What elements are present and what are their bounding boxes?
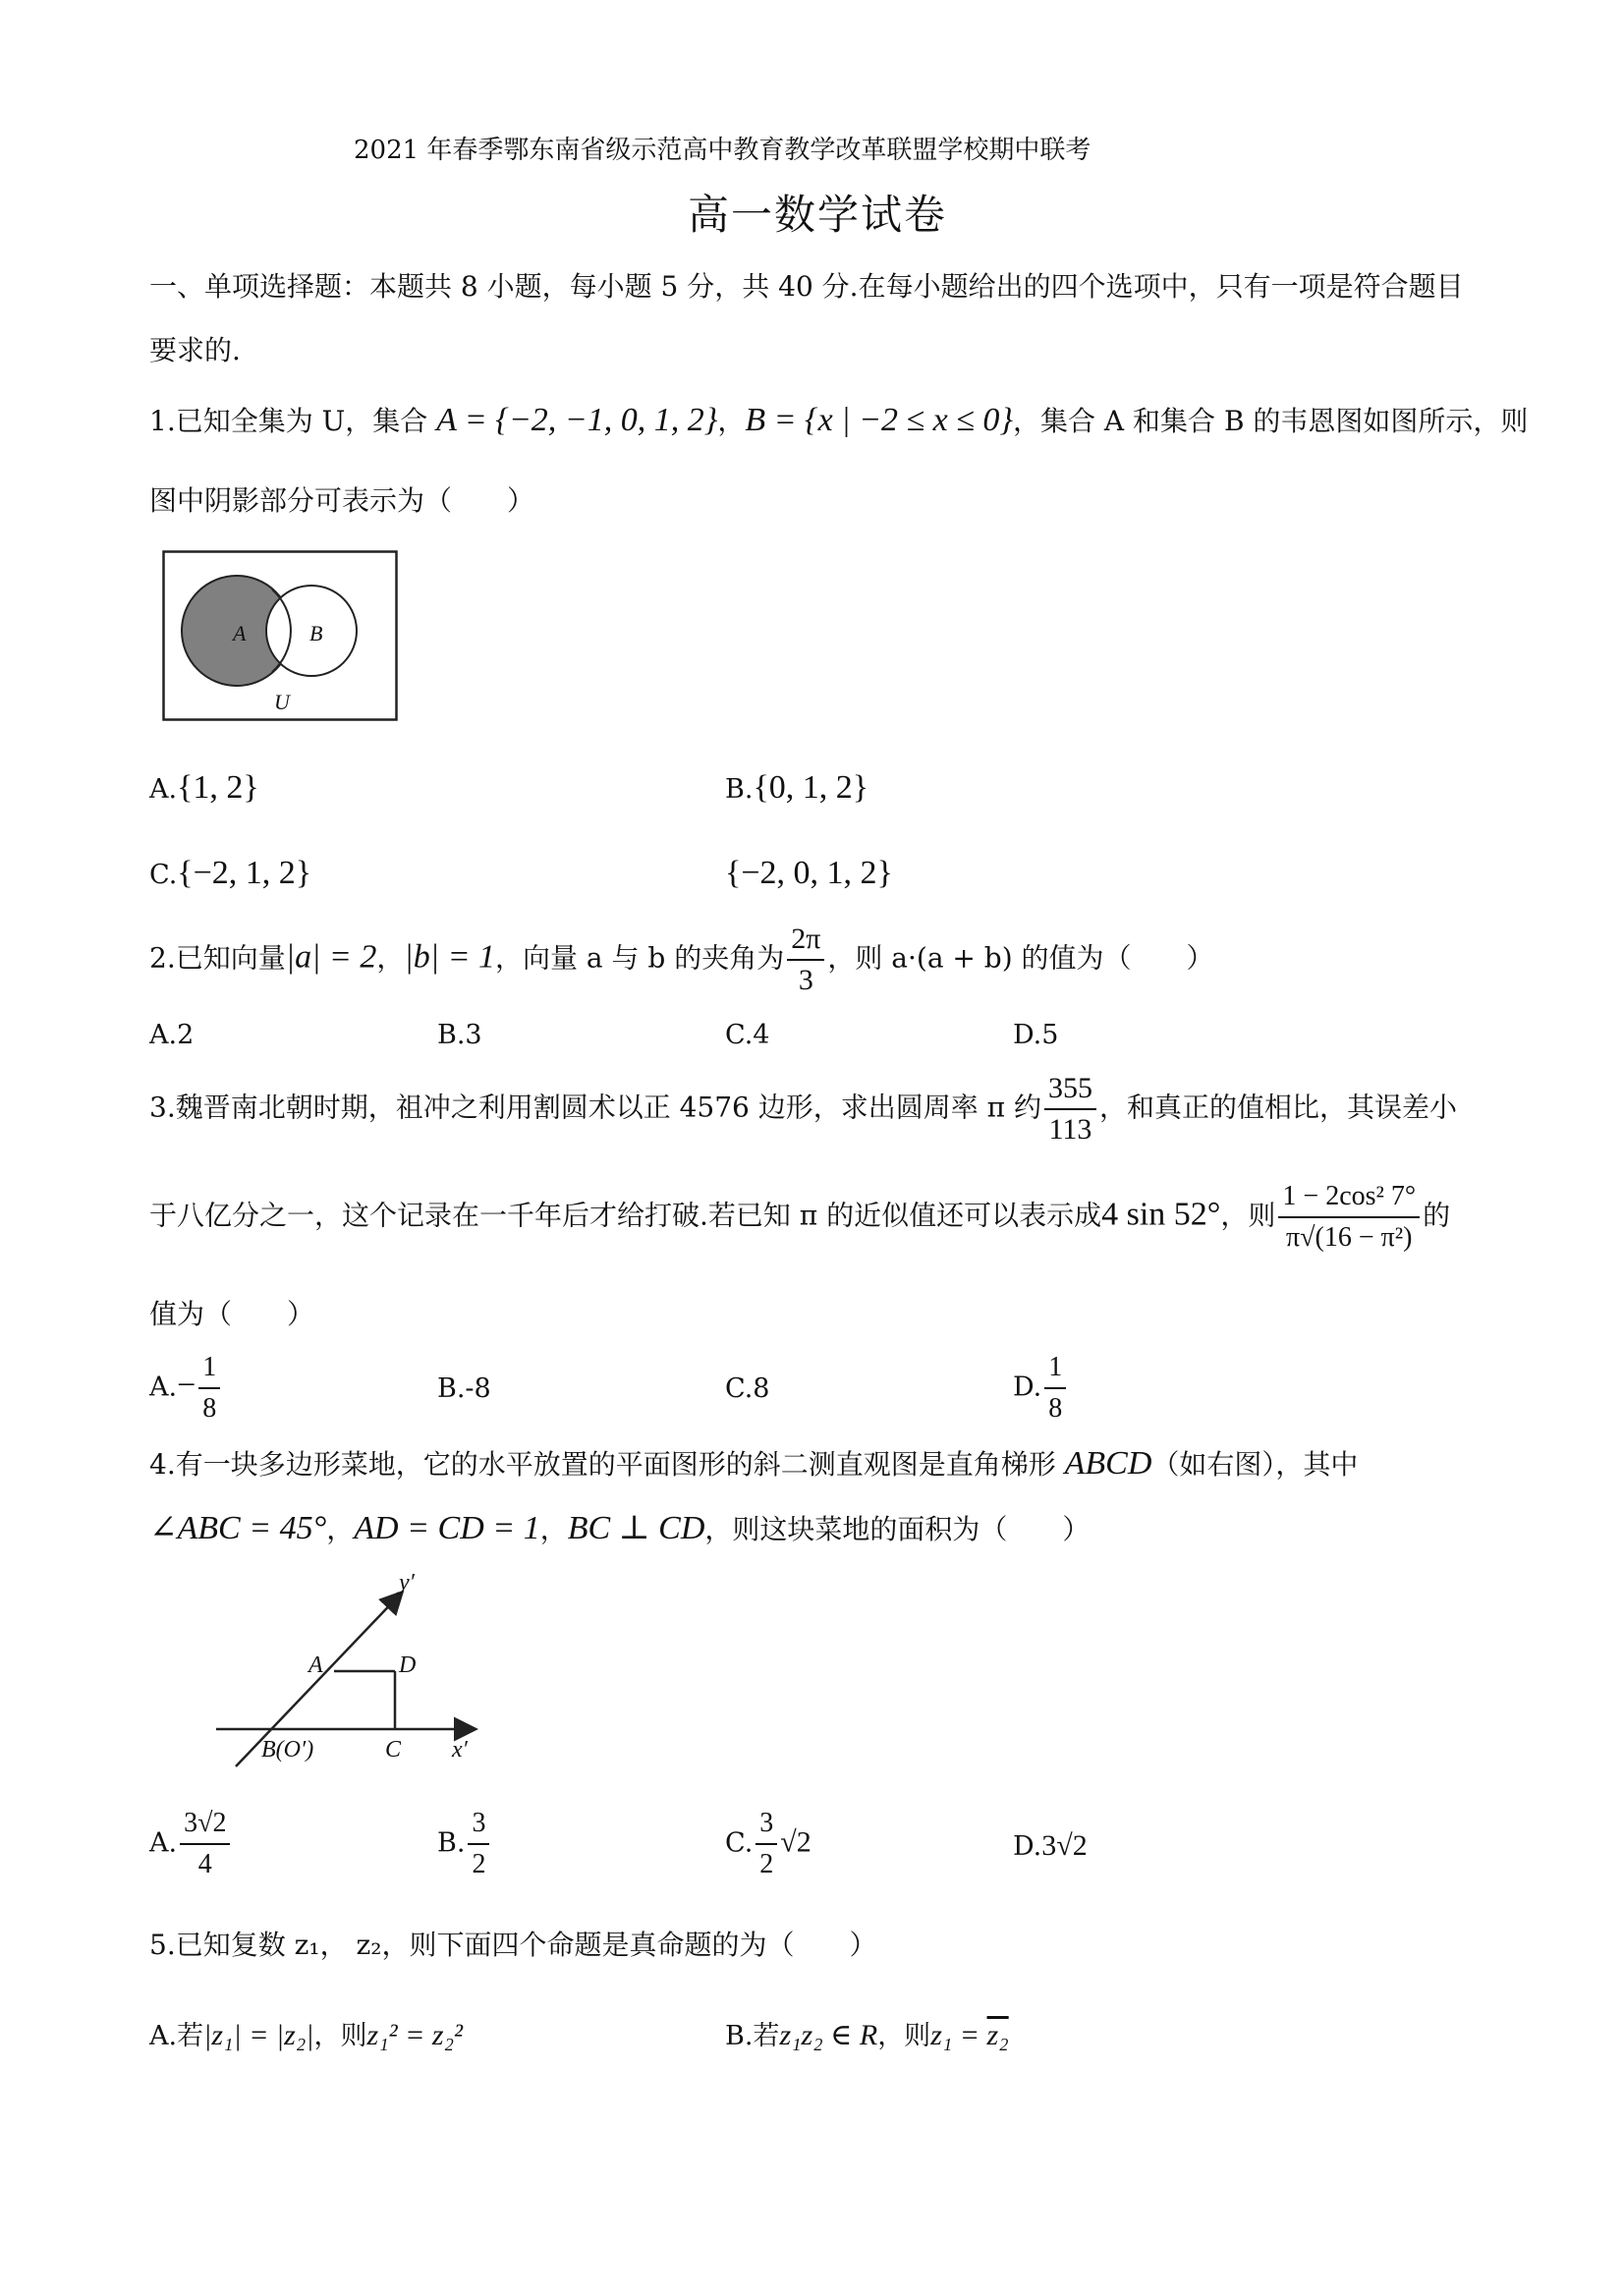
- section-heading-line2: 要求的.: [149, 334, 241, 366]
- q3-expression-fraction: [1278, 1177, 1420, 1258]
- q2-prefix: 2.已知向量: [149, 941, 286, 975]
- q3-option-c: C.8: [725, 1373, 770, 1404]
- q5-option-a-label: A.若: [149, 2021, 204, 2051]
- q4-option-a-num: 3√2: [180, 1804, 230, 1845]
- q3-option-a-sign: −: [177, 1367, 196, 1404]
- q2-option-d: D.5: [1013, 1020, 1059, 1050]
- q4-option-d-label: D.: [1013, 1831, 1042, 1862]
- q4-option-c-den: 2: [759, 1849, 774, 1879]
- venn-label-u: U: [274, 690, 290, 714]
- question-1-line2: 图中阴影部分可表示为（ ）: [149, 484, 535, 517]
- question-3-line1: [149, 1069, 1457, 1149]
- q4-abcd: ABCD: [1064, 1445, 1152, 1482]
- q1-option-c-label: C.: [149, 860, 178, 890]
- q3-option-a-num: 1: [198, 1348, 220, 1389]
- q5-option-b-conjugate: z₂: [986, 2019, 1009, 2051]
- q3-option-a: [149, 1348, 223, 1428]
- q4-option-b: [437, 1804, 492, 1884]
- q4-option-d: [1013, 1829, 1088, 1863]
- label-x-prime: x′: [452, 1737, 468, 1763]
- q3-option-d: [1013, 1348, 1069, 1428]
- question-3-line2: [149, 1177, 1450, 1258]
- q3-option-d-num: 1: [1044, 1348, 1066, 1389]
- label-c: C: [385, 1737, 402, 1763]
- q2-mag-a: |a| = 2: [285, 938, 377, 976]
- q4-sep2: ，: [539, 1513, 568, 1545]
- page-title: 高一数学试卷: [688, 191, 948, 239]
- q3-line2-start: 于八亿分之一，这个记录在一千年后才给打破.若已知 π 的近似值还可以表示成: [149, 1199, 1102, 1232]
- q1-option-a-value: {1, 2}: [177, 769, 259, 806]
- q2-sep: ，: [376, 941, 405, 975]
- q3-option-a-den: 8: [202, 1393, 217, 1424]
- q4-option-d-value: 3√2: [1041, 1829, 1088, 1862]
- q5-option-b-result: [930, 2019, 1008, 2051]
- q1-option-a-label: A.: [149, 774, 178, 805]
- q5-option-b-result-left: z₁ =: [930, 2019, 987, 2051]
- q4-option-b-fraction: [468, 1804, 489, 1884]
- q1-text-end: ，集合 A 和集合 B 的韦恩图如图所示，则: [1013, 405, 1529, 437]
- q3-line2-mid: ，则: [1220, 1199, 1276, 1232]
- q3-frac-den: 113: [1048, 1113, 1092, 1146]
- q5-option-a: [149, 2014, 463, 2052]
- q5-option-b-mid: ，则: [877, 2021, 931, 2051]
- question-4-line2: [149, 1509, 1090, 1549]
- q5-option-a-cond: |z₁| = |z₂|: [203, 2019, 314, 2051]
- q1-option-c: [149, 855, 311, 892]
- q4-option-b-den: 2: [472, 1849, 486, 1879]
- q4-cond2: AD = CD = 1: [354, 1510, 540, 1546]
- q5-option-b: [725, 2014, 1009, 2052]
- q1-option-d-value: {−2, 0, 1, 2}: [725, 855, 893, 891]
- question-1-line1: [149, 401, 1528, 441]
- q1-option-b-value: {0, 1, 2}: [753, 769, 869, 806]
- question-3-line3: 值为（ ）: [149, 1298, 315, 1330]
- section-heading-line1: 一、单项选择题：本题共 8 小题，每小题 5 分，共 40 分.在每小题给出的四个选项中，只有一项是符合题目: [149, 270, 1464, 303]
- q3-option-d-label: D.: [1013, 1372, 1042, 1403]
- q3-frac-num: 355: [1044, 1069, 1096, 1110]
- q2-mid: ，向量 a 与 b 的夹角为: [495, 941, 785, 975]
- q1-set-b: B = {x | −2 ≤ x ≤ 0}: [745, 402, 1014, 438]
- q4-cond1: ∠ABC = 45°: [149, 1510, 327, 1546]
- q3-expr-den: π√(16 − π²): [1286, 1222, 1413, 1253]
- q1-option-a: [149, 769, 259, 807]
- q4-sep1: ，: [326, 1513, 355, 1545]
- q5-option-b-cond: z₁z₂ ∈ R: [779, 2019, 878, 2051]
- q1-option-d: [725, 855, 893, 892]
- q1-option-c-value: {−2, 1, 2}: [177, 855, 312, 891]
- q2-option-b: B.3: [437, 1020, 482, 1050]
- venn-diagram: [162, 550, 398, 723]
- q3-option-a-label: A.: [149, 1372, 178, 1403]
- q4-option-a-den: 4: [197, 1849, 212, 1879]
- q2-angle-den: 3: [798, 964, 813, 996]
- q2-mag-b: |b| = 1: [404, 938, 496, 976]
- q4-option-c: [725, 1804, 812, 1884]
- question-4-line1: [149, 1444, 1358, 1484]
- q4-option-a: [149, 1804, 233, 1884]
- q4-line1-start: 4.有一块多边形菜地，它的水平放置的平面图形的斜二测直观图是直角梯形: [149, 1448, 1065, 1481]
- q1-text-start: 1.已知全集为 U，集合: [149, 405, 437, 437]
- q4-option-a-fraction: [180, 1804, 230, 1884]
- q2-angle-num: 2π: [787, 920, 824, 961]
- exam-subtitle: 2021 年春季鄂东南省级示范高中教育教学改革联盟学校期中联考: [354, 136, 1091, 165]
- q3-option-b: B.-8: [437, 1373, 491, 1404]
- q3-pi-fraction: [1044, 1069, 1096, 1149]
- q4-cond3: BC ⊥ CD: [567, 1510, 705, 1546]
- q5-option-a-result: z₁² = z₂²: [366, 2019, 463, 2051]
- q4-option-c-label: C.: [725, 1827, 754, 1859]
- label-b-o: B(O′): [261, 1737, 314, 1763]
- question-2: [149, 920, 1214, 1000]
- q1-set-a: A = {−2, −1, 0, 1, 2}: [436, 402, 718, 438]
- question-5: 5.已知复数 z₁， z₂，则下面四个命题是真命题的为（ ）: [149, 1929, 877, 1961]
- q4-option-c-fraction: [756, 1804, 777, 1884]
- q4-option-b-num: 3: [468, 1804, 489, 1845]
- label-d: D: [399, 1652, 417, 1678]
- q3-line1-end: ，和真正的值相比，其误差小: [1098, 1091, 1457, 1124]
- q1-option-b: [725, 769, 868, 807]
- label-y-prime: y′: [399, 1570, 415, 1596]
- q2-expr: ，则 a·(a + b) 的值为（ ）: [827, 941, 1214, 975]
- q3-line1-start: 3.魏晋南北朝时期，祖冲之利用割圆术以正 4576 边形，求出圆周率 π 约: [149, 1091, 1041, 1124]
- q3-expr-num: 1 − 2cos² 7°: [1278, 1177, 1420, 1218]
- q2-option-c: C.4: [725, 1020, 770, 1050]
- q4-option-c-tail: √2: [780, 1825, 812, 1859]
- q3-option-a-fraction: [198, 1348, 220, 1428]
- q4-option-a-label: A.: [149, 1827, 178, 1859]
- q4-line2-end: ，则这块菜地的面积为（ ）: [704, 1513, 1091, 1545]
- venn-label-a: A: [233, 621, 247, 645]
- q4-option-c-num: 3: [756, 1804, 777, 1845]
- q3-approx: 4 sin 52°: [1101, 1196, 1221, 1233]
- label-a: A: [308, 1652, 323, 1678]
- q4-option-b-label: B.: [437, 1827, 466, 1859]
- q5-option-a-mid: ，则: [313, 2021, 367, 2051]
- q3-option-d-den: 8: [1048, 1393, 1063, 1424]
- venn-label-b: B: [309, 621, 323, 645]
- q1-option-b-label: B.: [725, 774, 754, 805]
- q4-line1-end: （如右图），其中: [1151, 1448, 1359, 1481]
- q3-line2-end: 的: [1423, 1199, 1451, 1232]
- q2-option-a: A.2: [149, 1020, 195, 1050]
- q2-angle-fraction: [787, 920, 824, 1000]
- q1-sep: ，: [717, 405, 746, 437]
- q3-option-d-fraction: [1044, 1348, 1066, 1428]
- q5-option-b-label: B.若: [725, 2021, 780, 2051]
- oblique-trapezoid-figure: [206, 1570, 481, 1776]
